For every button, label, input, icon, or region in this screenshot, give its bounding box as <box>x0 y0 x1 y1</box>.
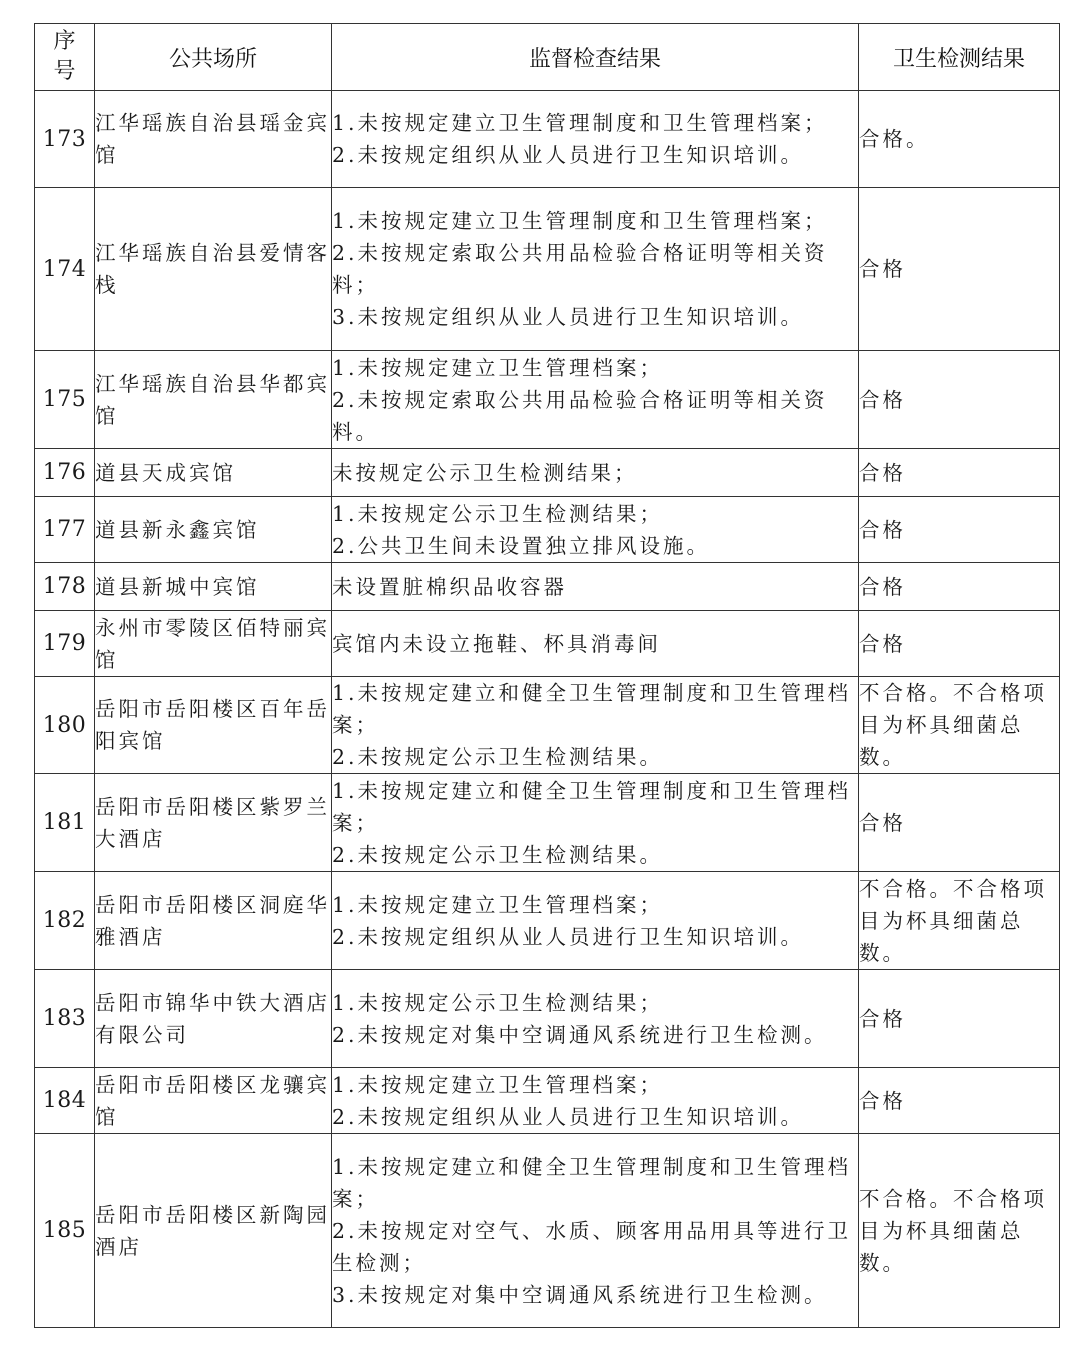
row-issues <box>332 1068 859 1134</box>
issue-item: 未设置脏棉织品收容器 <box>332 574 567 599</box>
table-body <box>35 91 1060 1328</box>
issue-item: 1.未按规定建立卫生管理档案； <box>332 892 664 917</box>
issue-item: 2.未按规定组织从业人员进行卫生知识培训。 <box>332 1104 805 1129</box>
row-hygiene-result: 不合格。不合格项目为杯具细菌总数。 <box>859 872 1060 970</box>
row-hygiene-result: 合格 <box>859 1068 1060 1134</box>
table-row <box>35 563 1060 611</box>
issue-item: 2.未按规定公示卫生检测结果。 <box>332 745 664 769</box>
issue-item: 2.未按规定索取公共用品检验合格证明等相关资料。 <box>332 387 828 444</box>
row-hygiene-result: 合格 <box>859 774 1060 872</box>
row-hygiene-result: 合格 <box>859 563 1060 611</box>
row-issues <box>332 91 859 188</box>
issue-item: 3.未按规定组织从业人员进行卫生知识培训。 <box>332 305 805 329</box>
issue-item: 2.未按规定对集中空调通风系统进行卫生检测。 <box>332 1022 828 1047</box>
table-row <box>35 91 1060 188</box>
row-issues <box>332 351 859 449</box>
table-row <box>35 774 1060 872</box>
row-place: 岳阳市锦华中铁大酒店有限公司 <box>95 970 332 1068</box>
row-issues <box>332 188 859 351</box>
issue-item: 2.未按规定公示卫生检测结果。 <box>332 842 664 867</box>
row-seq: 185 <box>35 1134 95 1328</box>
row-issues <box>332 677 859 774</box>
row-hygiene-result: 合格 <box>859 449 1060 497</box>
table-row <box>35 677 1060 774</box>
row-issues <box>332 563 859 611</box>
row-issues <box>332 611 859 677</box>
issue-item: 1.未按规定建立和健全卫生管理制度和卫生管理档案； <box>332 681 852 737</box>
issue-item: 1.未按规定公示卫生检测结果； <box>332 501 664 526</box>
row-hygiene-result: 不合格。不合格项目为杯具细菌总数。 <box>859 1134 1060 1328</box>
header-inspection: 监督检查结果 <box>332 24 859 91</box>
row-place: 永州市零陵区佰特丽宾馆 <box>95 611 332 677</box>
table-row <box>35 188 1060 351</box>
row-place: 岳阳市岳阳楼区龙骧宾馆 <box>95 1068 332 1134</box>
issue-item: 2.未按规定索取公共用品检验合格证明等相关资料； <box>332 241 828 297</box>
row-place: 道县新永鑫宾馆 <box>95 497 332 563</box>
row-issues <box>332 774 859 872</box>
issue-item: 2.未按规定组织从业人员进行卫生知识培训。 <box>332 143 805 167</box>
issue-item: 2.公共卫生间未设置独立排风设施。 <box>332 533 711 558</box>
issue-item: 1.未按规定建立和健全卫生管理制度和卫生管理档案； <box>332 1154 852 1211</box>
row-seq: 181 <box>35 774 95 872</box>
issue-item: 2.未按规定对空气、水质、顾客用品用具等进行卫生检测； <box>332 1218 852 1275</box>
issue-item: 1.未按规定公示卫生检测结果； <box>332 990 664 1015</box>
table-row <box>35 1068 1060 1134</box>
row-place: 岳阳市岳阳楼区洞庭华雅酒店 <box>95 872 332 970</box>
row-issues <box>332 1134 859 1328</box>
row-place: 江华瑶族自治县瑶金宾馆 <box>95 91 332 188</box>
issue-item: 1.未按规定建立卫生管理档案； <box>332 355 664 380</box>
issue-item: 未按规定公示卫生检测结果； <box>332 460 638 485</box>
row-hygiene-result: 合格 <box>859 188 1060 351</box>
row-seq: 176 <box>35 449 95 497</box>
table-row <box>35 351 1060 449</box>
issue-item: 3.未按规定对集中空调通风系统进行卫生检测。 <box>332 1282 828 1307</box>
row-seq: 178 <box>35 563 95 611</box>
row-place: 岳阳市岳阳楼区新陶园酒店 <box>95 1134 332 1328</box>
row-place: 江华瑶族自治县爱情客栈 <box>95 188 332 351</box>
row-hygiene-result: 合格 <box>859 497 1060 563</box>
row-seq: 182 <box>35 872 95 970</box>
row-place: 岳阳市岳阳楼区紫罗兰大酒店 <box>95 774 332 872</box>
row-seq: 177 <box>35 497 95 563</box>
table-header-row <box>35 24 1060 91</box>
table-row <box>35 1134 1060 1328</box>
header-seq-label: 序号 <box>53 29 76 84</box>
row-hygiene-result: 合格 <box>859 351 1060 449</box>
row-place: 岳阳市岳阳楼区百年岳阳宾馆 <box>95 677 332 774</box>
row-seq: 175 <box>35 351 95 449</box>
row-place: 道县天成宾馆 <box>95 449 332 497</box>
row-issues <box>332 970 859 1068</box>
row-seq: 179 <box>35 611 95 677</box>
header-seq <box>35 24 95 91</box>
table-row <box>35 872 1060 970</box>
row-seq: 183 <box>35 970 95 1068</box>
issue-item: 1.未按规定建立卫生管理档案； <box>332 1072 664 1097</box>
row-hygiene-result: 合格 <box>859 970 1060 1068</box>
row-seq: 184 <box>35 1068 95 1134</box>
table-row <box>35 449 1060 497</box>
issue-item: 宾馆内未设立拖鞋、杯具消毒间 <box>332 631 661 656</box>
row-hygiene-result: 合格。 <box>859 91 1060 188</box>
issue-item: 1.未按规定建立和健全卫生管理制度和卫生管理档案； <box>332 778 852 835</box>
inspection-results-table <box>34 23 1060 1328</box>
row-seq: 174 <box>35 188 95 351</box>
header-place: 公共场所 <box>95 24 332 91</box>
issue-item: 1.未按规定建立卫生管理制度和卫生管理档案； <box>332 111 828 135</box>
issue-item: 2.未按规定组织从业人员进行卫生知识培训。 <box>332 924 805 949</box>
table-row <box>35 970 1060 1068</box>
table-row <box>35 611 1060 677</box>
row-place: 道县新城中宾馆 <box>95 563 332 611</box>
row-issues <box>332 872 859 970</box>
header-hygiene: 卫生检测结果 <box>859 24 1060 91</box>
row-place: 江华瑶族自治县华都宾馆 <box>95 351 332 449</box>
row-issues <box>332 449 859 497</box>
row-seq: 173 <box>35 91 95 188</box>
issue-item: 1.未按规定建立卫生管理制度和卫生管理档案； <box>332 209 828 233</box>
row-issues <box>332 497 859 563</box>
row-hygiene-result: 不合格。不合格项目为杯具细菌总数。 <box>859 677 1060 774</box>
row-seq: 180 <box>35 677 95 774</box>
row-hygiene-result: 合格 <box>859 611 1060 677</box>
table-row <box>35 497 1060 563</box>
